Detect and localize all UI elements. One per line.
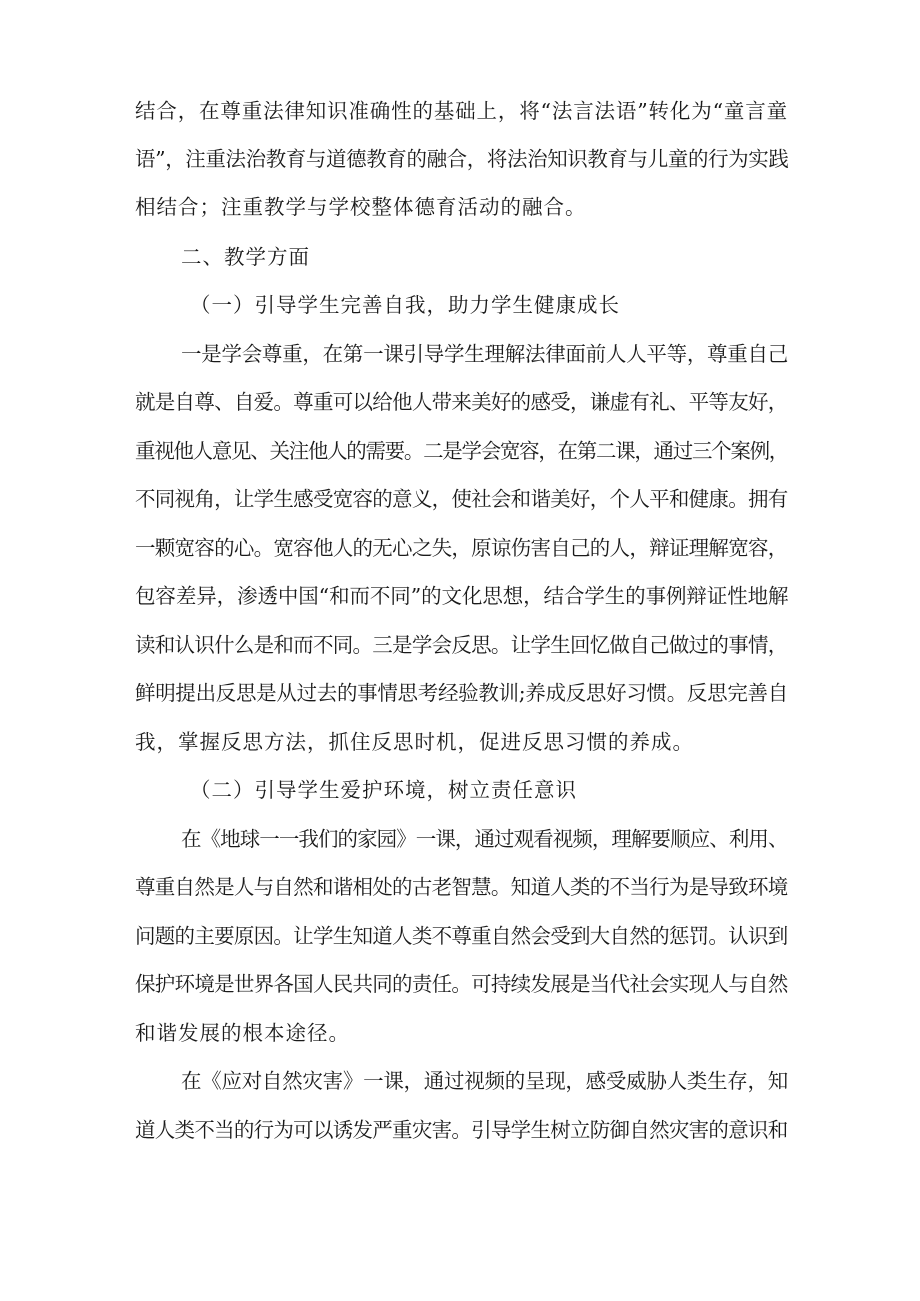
text-line: 鲜明提出反思是从过去的事情思考经验教训;养成反思好习惯。反思完善自	[135, 681, 788, 705]
text-line: 结合，在尊重法律知识准确性的基础上，将“法言法语”转化为“童言童	[135, 99, 788, 123]
text-line: 一颗宽容的心。宽容他人的无心之失，原谅伤害自己的人，辩证理解宽容，	[135, 536, 788, 560]
text-line: 道人类不当的行为可以诱发严重灾害。引导学生树立防御自然灾害的意识和	[135, 1118, 788, 1142]
text-line: 在《应对自然灾害》一课，通过视频的呈现，感受威胁人类生存，知	[181, 1069, 788, 1093]
text-line: 尊重自然是人与自然和谐相处的古老智慧。知道人类的不当行为是导致环境	[135, 875, 788, 899]
text-line: 我，掌握反思方法，抓住反思时机，促进反思习惯的养成。	[135, 730, 694, 754]
text-line: 在《地球一一我们的家园》一课，通过观看视频，理解要顺应、利用、	[181, 827, 788, 851]
text-line: 包容差异，渗透中国“和而不同”的文化思想，结合学生的事例辩证性地解	[135, 584, 789, 608]
text-line: 不同视角，让学生感受宽容的意义，使社会和谐美好，个人平和健康。拥有	[135, 487, 788, 511]
text-line: 和谐发展的根本途径。	[135, 1021, 350, 1045]
subsection-heading: （二）引导学生爱护环境，树立责任意识	[190, 778, 577, 802]
text-line: 就是自尊、自爱。尊重可以给他人带来美好的感受，谦虚有礼、平等友好，	[135, 390, 788, 414]
text-line: 读和认识什么是和而不同。三是学会反思。让学生回忆做自己做过的事情，	[135, 633, 788, 657]
subsection-heading: （一）引导学生完善自我，助力学生健康成长	[190, 293, 620, 317]
text-line: 一是学会尊重，在第一课引导学生理解法律面前人人平等，尊重自己	[181, 342, 788, 366]
section-heading: 二、教学方面	[181, 245, 310, 269]
text-line: 语”，注重法治教育与道德教育的融合，将法治知识教育与儿童的行为实践	[135, 147, 789, 171]
text-line: 保护环境是世界各国人民共同的责任。可持续发展是当代社会实现人与自然	[135, 972, 788, 996]
text-line: 重视他人意见、关注他人的需要。二是学会宽容，在第二课，通过三个案例，	[135, 439, 789, 463]
text-line: 问题的主要原因。让学生知道人类不尊重自然会受到大自然的惩罚。认识到	[135, 924, 788, 948]
text-line: 相结合；注重教学与学校整体德育活动的融合。	[135, 195, 587, 219]
